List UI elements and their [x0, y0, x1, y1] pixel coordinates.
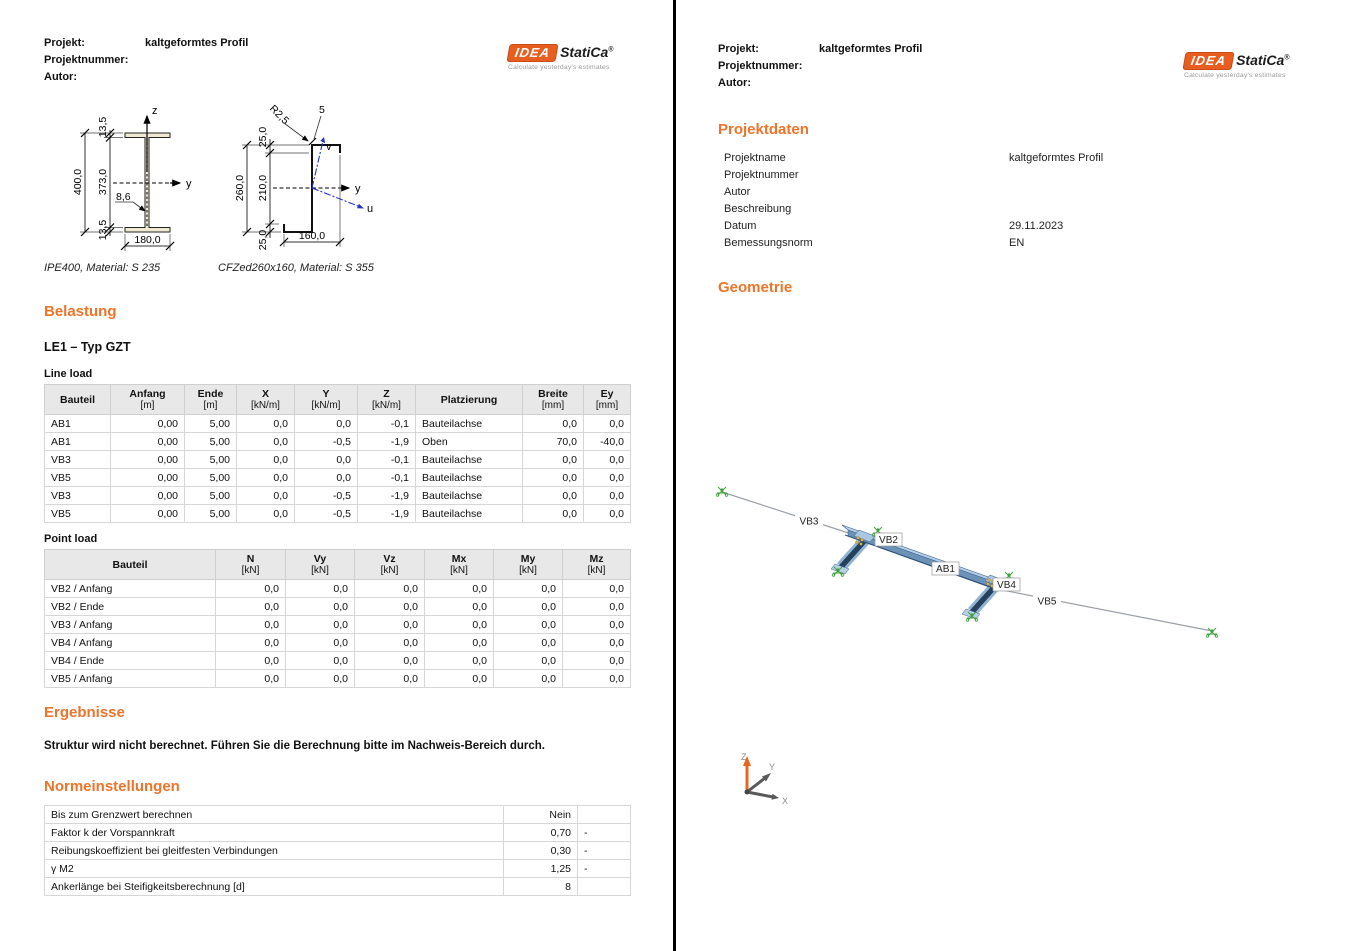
point-load-header-row: [45, 550, 631, 580]
table-cell: VB3 / Anfang: [45, 616, 216, 634]
member-label-vb3: VB3: [799, 516, 819, 528]
table-cell: VB2 / Anfang: [45, 580, 216, 598]
table-cell: VB5: [45, 469, 111, 487]
table-cell: VB5: [45, 505, 111, 523]
table-row: [45, 451, 631, 469]
table-cell: Bauteilachse: [416, 505, 523, 523]
member-label-vb5: VB5: [1037, 596, 1057, 608]
table-cell: 0,0: [425, 580, 494, 598]
table-row: [45, 616, 631, 634]
table-cell: 0,0: [355, 652, 425, 670]
table-cell: Bis zum Grenzwert berechnen: [45, 806, 504, 824]
axis-label-z: Z: [741, 752, 747, 762]
table-cell: 0,0: [523, 451, 584, 469]
table-cell: -0,1: [358, 451, 416, 469]
table-cell: 0,0: [494, 598, 563, 616]
table-cell: VB3: [45, 451, 111, 469]
column-header: Ey [mm]: [584, 385, 631, 415]
table-cell: 5,00: [185, 415, 237, 433]
table-row: [45, 824, 631, 842]
column-header: Bauteil: [45, 550, 216, 580]
table-cell: Faktor k der Vorspannkraft: [45, 824, 504, 842]
u-axis-arrow: [312, 188, 358, 206]
project-header: [718, 40, 922, 91]
table-row: [45, 598, 631, 616]
table-cell: VB2 / Ende: [45, 598, 216, 616]
table-cell: 0,0: [584, 469, 631, 487]
table-cell: 0,0: [286, 652, 355, 670]
table-row: [45, 634, 631, 652]
data-row: [724, 200, 1103, 217]
table-cell: 0,00: [111, 451, 185, 469]
column-header: Mz [kN]: [563, 550, 631, 580]
field-label: Projekt:: [718, 42, 759, 55]
heading-geometrie: Geometrie: [718, 279, 793, 296]
table-row: [45, 806, 631, 824]
table-cell: γ M2: [45, 860, 504, 878]
table-cell: 0,0: [355, 634, 425, 652]
table-cell: 0,0: [523, 505, 584, 523]
logo-tagline: Calculate yesterday's estimates: [1184, 72, 1286, 79]
table-cell: 0,0: [494, 616, 563, 634]
section-caption-ipe400: IPE400, Material: S 235: [44, 262, 161, 274]
x-axis: [747, 792, 773, 797]
statica-wordmark: StatiCa®: [560, 44, 614, 60]
line-load-table: [44, 384, 631, 523]
table-row: [45, 580, 631, 598]
line-load-table-title: Line load: [44, 368, 93, 380]
data-row: [718, 40, 922, 57]
project-header: [44, 34, 248, 85]
table-cell: 0,0: [237, 487, 295, 505]
member-label-ab1: AB1: [936, 564, 955, 575]
project-data-list: [724, 149, 1103, 251]
column-header: X [kN/m]: [237, 385, 295, 415]
idea-statica-logo: [508, 44, 638, 71]
table-cell: 0,0: [216, 634, 286, 652]
column-header: Y [kN/m]: [295, 385, 358, 415]
column-header: Ende [m]: [185, 385, 237, 415]
table-cell: 0,0: [216, 670, 286, 688]
idea-logo-mark: IDEA: [1182, 52, 1234, 70]
table-cell: 8: [504, 878, 578, 896]
table-cell: 0,00: [111, 433, 185, 451]
table-cell: 0,0: [237, 451, 295, 469]
axis-label-u: u: [367, 203, 374, 215]
table-cell: 0,0: [494, 652, 563, 670]
table-cell: 0,0: [563, 580, 631, 598]
heading-ergebnisse: Ergebnisse: [44, 704, 125, 721]
table-cell: -40,0: [584, 433, 631, 451]
results-message: Struktur wird nicht berechnet. Führen Sie die Berechnung bitte im Nachweis-Bereich durch.: [44, 740, 545, 752]
table-cell: Bauteilachse: [416, 487, 523, 505]
member-label-vb4: VB4: [997, 580, 1016, 591]
table-cell: 0,0: [295, 451, 358, 469]
data-row: [724, 234, 1103, 251]
data-row: [44, 34, 248, 51]
table-cell: 5,00: [185, 451, 237, 469]
dim-label-width: 160,0: [298, 230, 326, 242]
column-header: Bauteil: [45, 385, 111, 415]
column-header: Platzierung: [416, 385, 523, 415]
table-cell: Oben: [416, 433, 523, 451]
table-cell: 5,00: [185, 487, 237, 505]
dim-label-height: 400,0: [72, 168, 84, 196]
report-page-2: [676, 0, 1348, 951]
table-row: [45, 878, 631, 896]
column-header: My [kN]: [494, 550, 563, 580]
table-cell: AB1: [45, 415, 111, 433]
dim-label-thickness: 5: [319, 104, 325, 116]
table-cell: AB1: [45, 433, 111, 451]
axis-label-x: X: [782, 796, 789, 806]
dim-label-web: 210,0: [257, 174, 269, 202]
field-label: Projektname: [724, 151, 786, 164]
table-cell: 0,0: [523, 469, 584, 487]
table-cell: 5,00: [185, 505, 237, 523]
idea-logo-mark: IDEA: [506, 44, 558, 62]
idea-statica-logo: [1184, 52, 1314, 79]
axis-label-y: Y: [769, 762, 776, 772]
table-cell: [578, 878, 631, 896]
field-label: Projekt:: [44, 36, 85, 49]
field-value: kaltgeformtes Profil: [1009, 151, 1104, 164]
table-cell: -1,9: [358, 505, 416, 523]
table-cell: -: [578, 824, 631, 842]
field-label: Projektnummer:: [718, 59, 803, 72]
table-cell: 0,0: [425, 670, 494, 688]
table-row: [45, 670, 631, 688]
report-page-1: [0, 0, 673, 951]
table-row: [45, 487, 631, 505]
data-row: [724, 217, 1103, 234]
table-cell: 0,0: [584, 451, 631, 469]
table-cell: -1,9: [358, 487, 416, 505]
table-cell: 0,0: [237, 433, 295, 451]
field-label: Autor: [724, 185, 751, 198]
y-axis: [747, 778, 765, 792]
table-cell: Reibungskoeffizient bei gleitfesten Verbindungen: [45, 842, 504, 860]
table-cell: 0,0: [286, 634, 355, 652]
table-cell: [578, 806, 631, 824]
table-cell: 0,0: [355, 670, 425, 688]
dim-label-lip-top: 25,0: [257, 126, 269, 148]
table-cell: Bauteilachse: [416, 451, 523, 469]
table-cell: 0,0: [563, 616, 631, 634]
field-value: kaltgeformtes Profil: [819, 42, 923, 55]
column-header: Mx [kN]: [425, 550, 494, 580]
field-value: EN: [1009, 236, 1025, 249]
column-header: Vz [kN]: [355, 550, 425, 580]
table-row: [45, 652, 631, 670]
column-header: Vy [kN]: [286, 550, 355, 580]
table-cell: 0,0: [286, 580, 355, 598]
table-cell: VB4 / Ende: [45, 652, 216, 670]
heading-projektdaten: Projektdaten: [718, 121, 809, 138]
axis-label-v: v: [326, 141, 332, 153]
table-cell: 0,0: [523, 415, 584, 433]
column-header: Breite [mm]: [523, 385, 584, 415]
table-cell: -: [578, 842, 631, 860]
table-cell: Nein: [504, 806, 578, 824]
table-row: [45, 505, 631, 523]
field-value: 29.11.2023: [1009, 219, 1064, 232]
section-caption-cfzed: CFZed260x160, Material: S 355: [218, 262, 374, 274]
axis-label-y: y: [355, 183, 361, 195]
table-cell: 0,0: [584, 487, 631, 505]
table-cell: 0,30: [504, 842, 578, 860]
table-cell: 0,0: [237, 469, 295, 487]
table-cell: 0,00: [111, 487, 185, 505]
table-cell: -0,1: [358, 469, 416, 487]
dim-label-flange-top: 13,5: [97, 116, 109, 138]
table-cell: 0,0: [295, 415, 358, 433]
table-cell: 0,0: [563, 598, 631, 616]
table-cell: 0,0: [286, 598, 355, 616]
member-vb3-line: [722, 492, 864, 538]
load-case-title: LE1 – Typ GZT: [44, 340, 131, 354]
table-row: [45, 415, 631, 433]
dim-label-inner-height: 373,0: [97, 168, 109, 196]
table-cell: -0,5: [295, 505, 358, 523]
table-cell: -0,5: [295, 487, 358, 505]
field-label: Autor:: [718, 76, 751, 89]
table-cell: 0,0: [563, 652, 631, 670]
table-cell: 0,0: [425, 652, 494, 670]
table-cell: Bauteilachse: [416, 469, 523, 487]
field-label: Projektnummer: [724, 168, 799, 181]
dim-label-web: 8,6: [116, 191, 131, 203]
data-row: [718, 57, 922, 74]
table-cell: 0,00: [111, 505, 185, 523]
field-label: Beschreibung: [724, 202, 792, 215]
table-cell: 0,0: [286, 670, 355, 688]
table-row: [45, 469, 631, 487]
table-cell: VB3: [45, 487, 111, 505]
data-row: [724, 149, 1103, 166]
table-cell: 0,0: [425, 634, 494, 652]
field-label: Projektnummer:: [44, 53, 129, 66]
statica-wordmark: StatiCa®: [1236, 52, 1290, 68]
data-row: [44, 51, 248, 68]
axis-label-y: y: [186, 178, 192, 190]
field-label: Datum: [724, 219, 757, 232]
data-row: [724, 166, 1103, 183]
table-cell: -0,5: [295, 433, 358, 451]
table-cell: 0,0: [584, 505, 631, 523]
table-cell: 0,00: [111, 469, 185, 487]
heading-normeinstellungen: Normeinstellungen: [44, 778, 180, 795]
data-row: [44, 68, 248, 85]
table-cell: 0,0: [425, 598, 494, 616]
axis-label-z: z: [152, 105, 158, 117]
point-load-table-title: Point load: [44, 533, 98, 545]
table-cell: 0,0: [494, 670, 563, 688]
table-cell: 0,0: [216, 598, 286, 616]
table-cell: -1,9: [358, 433, 416, 451]
table-cell: 0,00: [111, 415, 185, 433]
table-cell: -0,1: [358, 415, 416, 433]
table-cell: 0,0: [523, 487, 584, 505]
field-label: Bemessungsnorm: [724, 236, 813, 249]
line-load-header-row: [45, 385, 631, 415]
data-row: [718, 74, 922, 91]
ipe400-cross-section-drawing: [60, 100, 220, 265]
table-cell: 0,0: [355, 616, 425, 634]
point-load-table: [44, 549, 631, 688]
geometry-3d-view: [689, 440, 1329, 700]
field-label: Autor:: [44, 70, 77, 83]
table-cell: 0,0: [216, 616, 286, 634]
table-cell: 5,00: [185, 433, 237, 451]
table-cell: 70,0: [523, 433, 584, 451]
table-cell: 0,0: [216, 580, 286, 598]
code-settings-table: [44, 805, 631, 896]
table-row: [45, 433, 631, 451]
dim-label-radius: R2,5: [267, 102, 292, 127]
table-cell: -: [578, 860, 631, 878]
data-row: [724, 183, 1103, 200]
table-cell: VB4 / Anfang: [45, 634, 216, 652]
table-cell: 1,25: [504, 860, 578, 878]
v-axis-arrow: [312, 143, 323, 188]
table-cell: VB5 / Anfang: [45, 670, 216, 688]
table-cell: 0,0: [237, 415, 295, 433]
heading-belastung: Belastung: [44, 303, 117, 320]
dim-label-flange-bottom: 13,5: [97, 219, 109, 241]
dim-label-lip-bottom: 25,0: [257, 229, 269, 251]
table-cell: Ankerlänge bei Steifigkeitsberechnung [d]: [45, 878, 504, 896]
table-cell: 0,0: [563, 670, 631, 688]
dim-label-width: 180,0: [134, 234, 161, 246]
column-header: N [kN]: [216, 550, 286, 580]
table-row: [45, 842, 631, 860]
member-label-vb2: VB2: [879, 535, 898, 546]
table-cell: 0,0: [563, 634, 631, 652]
column-header: Z [kN/m]: [358, 385, 416, 415]
table-cell: 5,00: [185, 469, 237, 487]
axis-triad: [733, 748, 803, 808]
dim-label-height: 260,0: [234, 174, 246, 202]
table-cell: 0,0: [494, 580, 563, 598]
table-cell: 0,0: [584, 415, 631, 433]
cfzed-cross-section-drawing: [225, 95, 410, 265]
table-cell: 0,0: [355, 580, 425, 598]
table-cell: 0,0: [237, 505, 295, 523]
table-cell: 0,0: [216, 652, 286, 670]
table-cell: Bauteilachse: [416, 415, 523, 433]
table-cell: 0,0: [355, 598, 425, 616]
table-cell: 0,0: [295, 469, 358, 487]
column-header: Anfang [m]: [111, 385, 185, 415]
table-row: [45, 860, 631, 878]
logo-tagline: Calculate yesterday's estimates: [508, 64, 610, 71]
table-cell: 0,0: [286, 616, 355, 634]
field-value: kaltgeformtes Profil: [145, 36, 249, 49]
table-cell: 0,70: [504, 824, 578, 842]
table-cell: 0,0: [425, 616, 494, 634]
table-cell: 0,0: [494, 634, 563, 652]
